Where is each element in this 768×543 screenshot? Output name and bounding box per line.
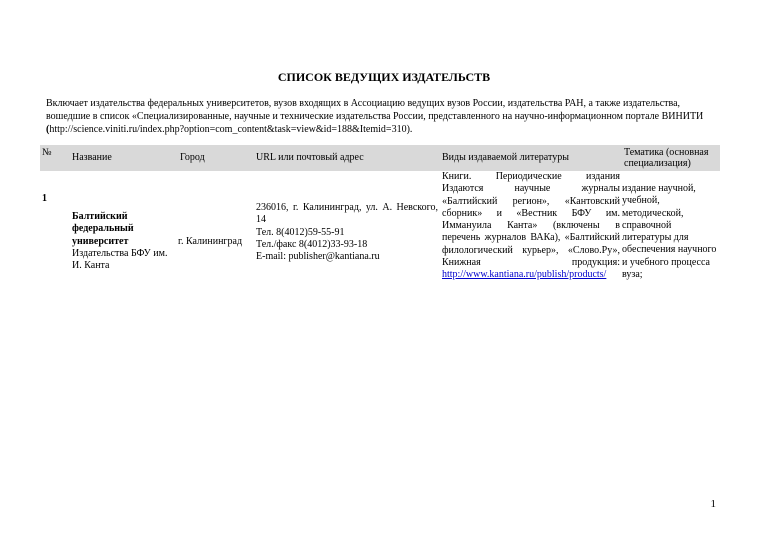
header-kinds: Виды издаваемой литературы bbox=[440, 145, 622, 171]
header-city: Город bbox=[178, 145, 254, 171]
header-name: Название bbox=[70, 145, 178, 171]
university-name: Балтийский федеральный университет bbox=[72, 211, 134, 247]
header-num: № bbox=[40, 145, 70, 171]
row-city: г. Калининград bbox=[178, 236, 243, 247]
intro-paragraph bbox=[46, 97, 716, 136]
row-name bbox=[70, 171, 178, 282]
kinds-text: Книги. Периодические издания Издаются научные журналы «Балтийский регион», «Кантовский сборник» и «Вестник БФУ им. Иммануила Канта» (включены в перечень журналов ВАКа), «Балтийский филологический курьер», «Слово.Ру», Книжная продукция: bbox=[442, 171, 620, 269]
phone: Тел. 8(4012)59-55-91 bbox=[256, 226, 345, 238]
page-title: СПИСОК ВЕДУЩИХ ИЗДАТЕЛЬСТВ bbox=[277, 70, 491, 84]
email: E-mail: publisher@kantiana.ru bbox=[256, 251, 380, 263]
publisher-name: Издательства БФУ им. И. Канта bbox=[72, 247, 168, 272]
postal-address: 236016, г. Калининград, ул. А. Невского, 14 bbox=[256, 202, 438, 226]
table-row bbox=[40, 171, 720, 282]
fax: Тел./факс 8(4012)33-93-18 bbox=[256, 238, 368, 250]
products-link[interactable]: http://www.kantiana.ru/publish/products/ bbox=[442, 269, 607, 281]
intro-url: http://science.viniti.ru/index.php?option=com_content&task=view&id=188&Itemid=310). bbox=[49, 124, 413, 135]
row-kinds bbox=[440, 171, 622, 282]
header-topic: Тематика (основная специализация) bbox=[622, 145, 720, 171]
publishers-table bbox=[40, 145, 720, 282]
table-header-row bbox=[40, 145, 720, 171]
row-topic: издание научной, учебной, методической, справочной литературы для обеспечения научного и учебного процесса вуза; bbox=[622, 183, 717, 281]
row-num: 1 bbox=[42, 193, 47, 204]
page-number: 1 bbox=[710, 498, 716, 510]
header-address: URL или почтовый адрес bbox=[254, 145, 440, 171]
intro-text: Включает издательства федеральных университетов, вузов входящих в Ассоциацию ведущих вузов России, издательства РАН, а также издательства, вошедшие в список «Специализированные, научные и технические издательства России, представленного на научно-информационном портале ВИНИТИ bbox=[46, 98, 704, 122]
intro-paren: ( bbox=[46, 124, 50, 135]
row-address bbox=[254, 171, 440, 282]
